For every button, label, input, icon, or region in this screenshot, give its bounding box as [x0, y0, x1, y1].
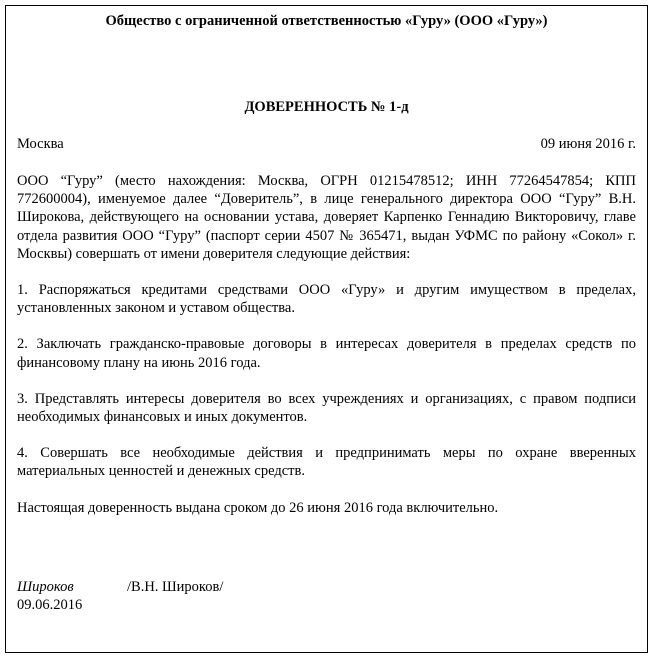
power-item-2: 2. Заключать гражданско-правовые договоры в интересах доверителя в пределах средств по финансовому плану на июнь 2016 года. [17, 336, 636, 371]
organization-header: Общество с ограниченной ответственностью «Гуру» (ООО «Гуру») [105, 13, 548, 29]
closing-paragraph: Настоящая доверенность выдана сроком до 26 июня 2016 года включительно. [17, 499, 499, 516]
signature-block [17, 578, 223, 614]
power-item-4: 4. Совершать все необходимые действия и предпринимать меры по охране вверенных материальных ценностей и денежных средств. [17, 445, 636, 480]
document-title: ДОВЕРЕННОСТЬ № 1-д [244, 99, 409, 115]
place-date-row [17, 135, 636, 153]
handwritten-signature: Широков [17, 579, 74, 595]
issue-date: 09 июня 2016 г. [540, 136, 636, 152]
intro-paragraph: ООО “Гуру” (место нахождения: Москва, ОГРН 01215478512; ИНН 77264547854; КПП 772600004), именуемое далее “Доверитель”, в лице генерального директора ООО “Гуру” В.Н. Широкова, действующего на основании устава, доверяет Карпенко Геннадию Викторовичу, главе отдела развития ООО “Гуру” (паспорт серии 4507 № 365471, выдан УФМС по району «Сокол» г. Москвы) совершать от имени доверителя следующие действия: [17, 173, 636, 262]
city: Москва [17, 136, 64, 152]
document-page [5, 5, 648, 653]
signature-row [17, 578, 223, 596]
signatory-name: /В.Н. Широков/ [127, 579, 224, 595]
signature-date: 09.06.2016 [17, 597, 83, 613]
power-item-3: 3. Представлять интересы доверителя во всех учреждениях и организациях, с правом подписи необходимых финансовых и иных документов. [17, 390, 636, 426]
power-item-1: 1. Распоряжаться кредитами средствами ООО «Гуру» и другим имуществом в пределах, установленных законом и уставом общества. [17, 282, 636, 317]
